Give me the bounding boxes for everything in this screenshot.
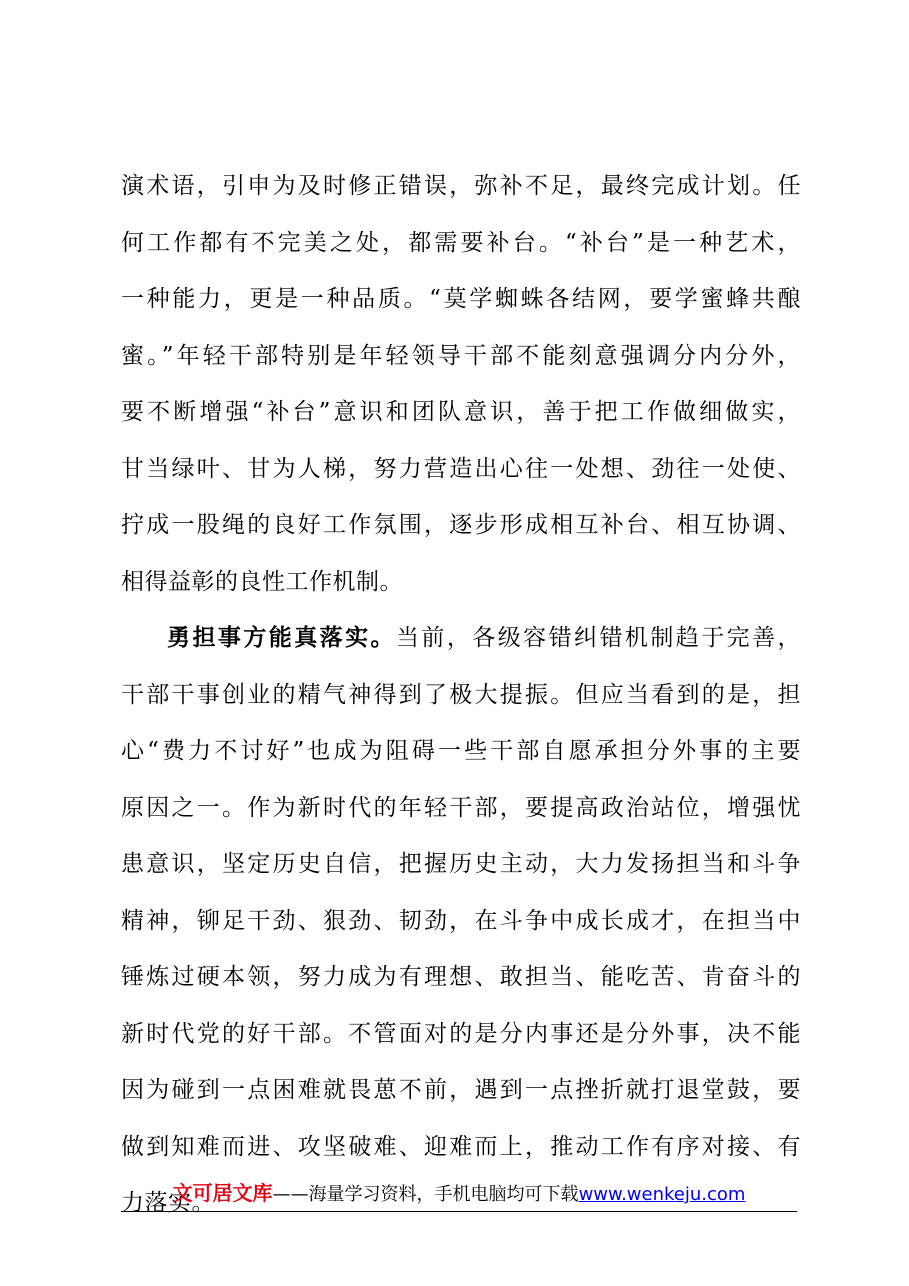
paragraph-2-line: 患意识，坚定历史自信，把握历史主动，大力发扬担当和斗争 [121,851,801,877]
page-footer [121,1175,797,1212]
paragraph-1-line: 相得益彰的良性工作机制。 [121,568,403,595]
paragraph-2-heading: 勇担事方能真落实。 [167,625,396,651]
footer-tagline: ——海量学习资料，手机电脑均可下载 [272,1184,579,1205]
paragraph-2-line: 新时代党的好干部。不管面对的是分内事还是分外事，决不能 [121,1020,801,1047]
paragraph-1-line: 何工作都有不完美之处，都需要补台。“补台”是一种艺术， [121,229,801,256]
paragraph-2-line: 锤炼过硬本领，努力成为有理想、敢担当、能吃苦、肯奋斗的 [121,964,801,990]
paragraph-1-line: 演术语，引申为及时修正错误，弥补不足，最终完成计划。任 [121,173,801,199]
paragraph-1-line: 拧成一股绳的良好工作氛围，逐步形成相互补台、相互协调、 [121,512,801,538]
paragraph-2-line: 因为碰到一点困难就畏葸不前，遇到一点挫折就打退堂鼓，要 [121,1077,801,1103]
footer-brand: 文可居文库 [172,1181,273,1205]
paragraph-2-line: 干部干事创业的精气神得到了极大提振。但应当看到的是，担 [121,681,801,708]
paragraph-1-line: 甘当绿叶、甘为人梯，努力营造出心往一处想、劲往一处使、 [121,455,801,482]
document-body [121,158,801,1232]
paragraph-2-line: 心“费力不讨好”也成为阻碍一些干部自愿承担分外事的主要 [121,738,801,764]
paragraph-1-line: 要不断增强“补台”意识和团队意识，善于把工作做细做实， [121,399,801,425]
paragraph-2-line: 精神，铆足干劲、狠劲、韧劲，在斗争中成长成才，在担当中 [121,907,801,934]
paragraph-1-line: 蜜。”年轻干部特别是年轻领导干部不能刻意强调分内分外， [121,342,801,369]
paragraph-2-line: 力落实。 [121,1190,215,1216]
paragraph-2-line: 做到知难而进、攻坚破难、迎难而上，推动工作有序对接、有 [121,1133,801,1160]
paragraph-2-line: 原因之一。作为新时代的年轻干部，要提高政治站位，增强忧 [121,794,801,821]
paragraph-2-first-line-text: 当前，各级容错纠错机制趋于完善， [395,625,801,651]
paragraph-2-first-line [121,610,801,667]
paragraph-1-line: 一种能力，更是一种品质。“莫学蜘蛛各结网，要学蜜蜂共酿 [121,286,801,312]
footer-site-link[interactable]: www.wenkeju.com [578,1184,746,1205]
